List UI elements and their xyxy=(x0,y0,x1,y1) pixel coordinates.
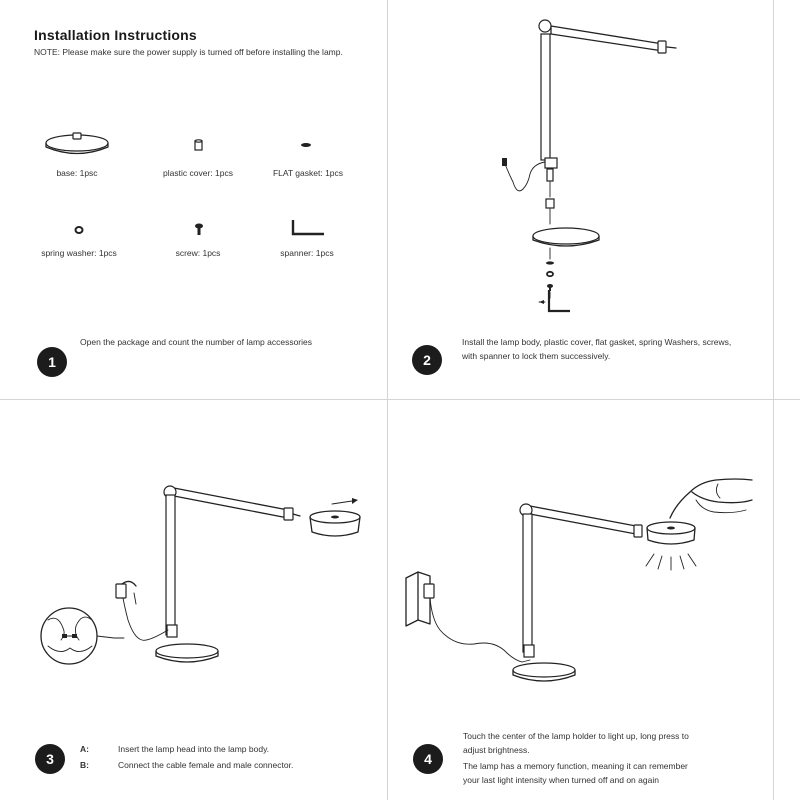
spring-washer-icon xyxy=(73,224,85,236)
part-label-spring-washer: spring washer: 1pcs xyxy=(41,248,117,258)
part-label-base: base: 1psc xyxy=(56,168,98,178)
horizontal-divider xyxy=(0,399,800,400)
page-title: Installation Instructions xyxy=(34,27,197,43)
step-2-text: Install the lamp body, plastic cover, flat gasket, spring Washers, screws, with spanner to lock them successively. xyxy=(462,337,732,361)
part-label-spanner: spanner: 1pcs xyxy=(280,248,334,258)
right-edge-divider xyxy=(773,0,774,800)
step-3-badge: 3 xyxy=(35,744,65,774)
plastic-cover-icon xyxy=(193,139,205,153)
step-1-badge: 1 xyxy=(37,347,67,377)
lamp-head-attach-illustration xyxy=(30,480,370,680)
step-4-line-3: The lamp has a memory function, meaning it can remember xyxy=(463,761,688,771)
part-label-plastic-cover: plastic cover: 1pcs xyxy=(163,168,233,178)
part-label-screw: screw: 1pcs xyxy=(175,248,221,258)
flat-gasket-icon xyxy=(299,141,313,149)
step-3-sub-b xyxy=(80,760,293,770)
vertical-divider xyxy=(387,0,388,800)
step-3-sub-b-text: Connect the cable female and male connector. xyxy=(118,760,294,770)
step-4-line-4: your last light intensity when turned off and on again xyxy=(463,775,659,785)
step-4-line-1: Touch the center of the lamp holder to light up, long press to xyxy=(463,731,689,741)
step-3-sub-a-text: Insert the lamp head into the lamp body. xyxy=(118,744,270,754)
step-4-line-2: adjust brightness. xyxy=(463,745,530,755)
base-icon xyxy=(44,128,110,162)
screw-icon xyxy=(192,222,206,238)
step-3-sub-a xyxy=(80,744,269,754)
step-3-sub-b-key: B: xyxy=(80,760,89,770)
touch-to-light-illustration xyxy=(396,470,766,690)
step-1-text: Open the package and count the number of lamp accessories xyxy=(80,337,313,347)
part-label-flat-gasket: FLAT gasket: 1pcs xyxy=(272,168,344,178)
step-3-sub-a-key: A: xyxy=(80,744,89,754)
step-4-badge: 4 xyxy=(413,744,443,774)
spanner-icon xyxy=(290,218,326,238)
step-2-badge: 2 xyxy=(412,345,442,375)
exploded-assembly-illustration xyxy=(495,14,695,314)
safety-note: NOTE: Please make sure the power supply is turned off before installing the lamp. xyxy=(34,47,343,57)
